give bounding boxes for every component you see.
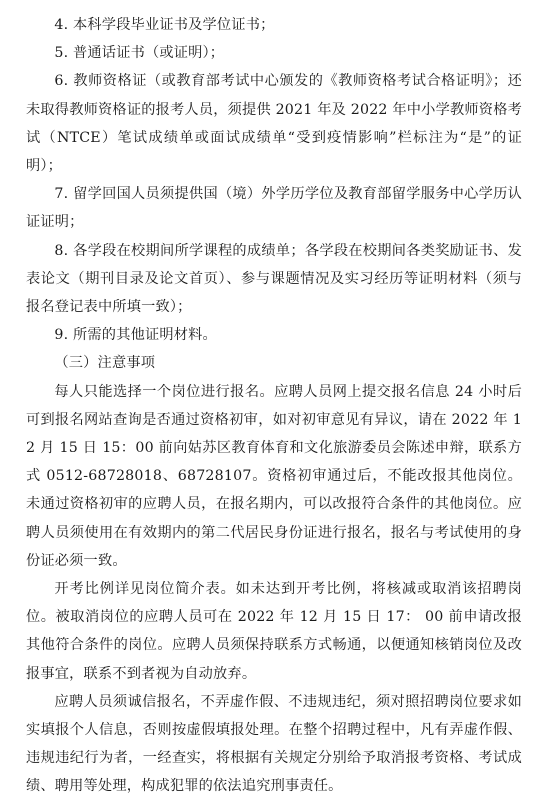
list-item-9: 9. 所需的其他证明材料。 bbox=[54, 327, 217, 344]
body-paragraph-registration: 每人只能选择一个岗位进行报名。应聘人员网上提交报名信息 24 小时后可到报名网站查询是否通过资格初审，如对初审意见有异议，请在 2022 年 12 月 15 日 15：00 前向姑苏区教育体育和文化旅游委员会陈述申辩，联系方式 0512-68728018、68728107。资格初审通过后，不能改报其他岗位。未通过资格初审的应聘人员，在报名期内，可以改报符合条件的其他岗位。应聘人员须使用在有效期内的第二代居民身份证进行报名，报名与考试使用的身份证必须一致。 bbox=[26, 383, 522, 569]
list-item-4: 4. 本科学段毕业证书及学位证书； bbox=[54, 17, 275, 33]
list-item-8: 8. 各学段在校期间所学课程的成绩单；各学段在校期间各类奖励证书、发表论文（期刊目录及论文首页）、参与课题情况及实习经历等证明材料（须与报名登记表中所填一致）； bbox=[26, 242, 522, 316]
list-item-6: 6. 教师资格证（或教育部考试中心颁发的《教师资格考试合格证明》；还未取得教师资格证的报考人员，须提供 2021 年及 2022 年中小学教师资格考试（NTCE）笔试成绩单或面试成绩单“受到疫情影响”栏标注为“是”的证明）； bbox=[26, 73, 522, 175]
list-item-5: 5. 普通话证书（或证明）； bbox=[54, 45, 225, 62]
body-paragraph-exam-ratio: 开考比例详见岗位简介表。如未达到开考比例，将核减或取消该招聘岗位。被取消岗位的应聘人员可在 2022 年 12 月 15 日 17： 00 前申请改报其他符合条件的岗位。应聘人员须保持联系方式畅通，以便通知核销岗位及改报事宜，联系不到者视为自动放弃。 bbox=[26, 581, 522, 682]
list-item-7: 7. 留学回国人员须提供国（境）外学历学位及教育部留学服务中心学历认证证明； bbox=[26, 186, 522, 231]
body-paragraph-integrity: 应聘人员须诚信报名，不弄虚作假、不违规违纪，须对照招聘岗位要求如实填报个人信息，否则按虚假填报处理。在整个招聘过程中，凡有弄虚作假、违规违纪行为者，一经查实，将根据有关规定分别给予取消报考资格、考试成绩、聘用等处理，构成犯罪的依法追究刑事责任。 bbox=[26, 693, 522, 795]
section-heading: （三）注意事项 bbox=[54, 355, 156, 372]
